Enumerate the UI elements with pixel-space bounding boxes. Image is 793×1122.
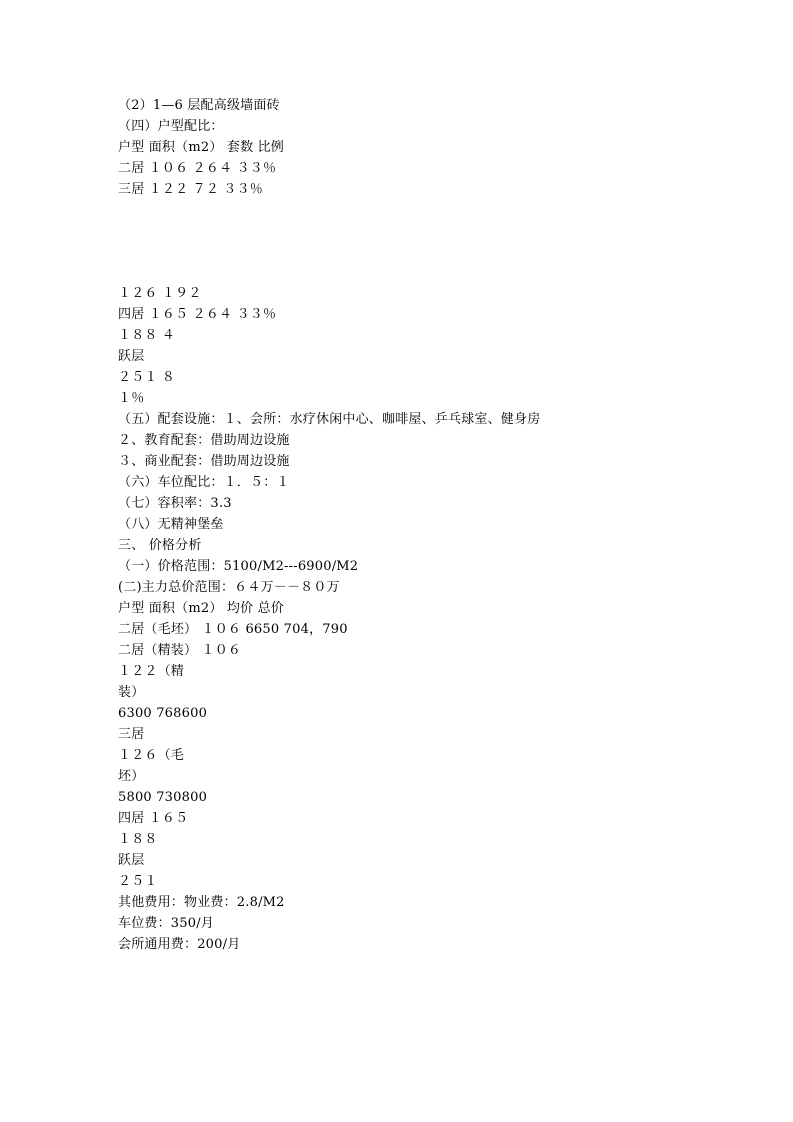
- top-line-3: 户型 面积（m2） 套数 比例: [118, 140, 284, 155]
- main-line-23: １２６（毛: [118, 748, 185, 763]
- top-line-5: 三居 １２２ ７２ ３３％: [118, 182, 263, 197]
- main-line-25: 5800 730800: [118, 790, 208, 805]
- main-line-8: ２、教育配套：借助周边设施: [118, 433, 290, 448]
- main-line-4: 跃层: [118, 349, 145, 364]
- main-line-12: （八）无精神堡垒: [118, 517, 224, 532]
- main-line-9: ３、商业配套：借助周边设施: [118, 454, 290, 469]
- main-line-31: 车位费：350/月: [118, 916, 214, 931]
- main-line-29: ２５１: [118, 874, 158, 889]
- text-block-main: [118, 283, 758, 955]
- main-line-1: １２６ １９２: [118, 286, 202, 301]
- text-block-top: [118, 95, 758, 200]
- main-line-27: １８８: [118, 832, 158, 847]
- main-line-18: 二居（精装） １０６: [118, 643, 242, 658]
- top-line-2: （四）户型配比：: [118, 119, 224, 134]
- main-line-16: 户型 面积（m2） 均价 总价: [118, 601, 284, 616]
- main-line-26: 四居 １６５: [118, 811, 189, 826]
- main-line-5: ２５１ ８: [118, 370, 176, 385]
- main-line-22: 三居: [118, 727, 145, 742]
- main-line-21: 6300 768600: [118, 706, 208, 721]
- main-line-24: 坯）: [118, 769, 145, 784]
- main-line-11: （七）容积率：3.3: [118, 496, 232, 511]
- main-line-15: (二)主力总价范围：６４万－－８０万: [118, 580, 340, 595]
- main-line-2: 四居 １６５ ２６４ ３３％: [118, 307, 277, 322]
- top-line-4: 二居 １０６ ２６４ ３３％: [118, 161, 277, 176]
- main-line-32: 会所通用费：200/月: [118, 937, 241, 952]
- main-line-17: 二居（毛坯） １０６ 6650 704，790: [118, 622, 348, 637]
- main-line-20: 装）: [118, 685, 145, 700]
- main-line-10: （六）车位配比：１．５：１: [118, 475, 290, 490]
- main-line-30: 其他费用：物业费：2.8/M2: [118, 895, 285, 910]
- main-line-28: 跃层: [118, 853, 145, 868]
- main-line-7: （五）配套设施：１、会所：水疗休闲中心、咖啡屋、乒乓球室、健身房: [118, 412, 541, 427]
- main-line-3: １８８ ４: [118, 328, 176, 343]
- main-line-14: （一）价格范围：5100/M2---6900/M2: [118, 559, 359, 574]
- main-line-19: １２２（精: [118, 664, 185, 679]
- main-line-13: 三、 价格分析: [118, 538, 202, 553]
- main-line-6: １％: [118, 391, 145, 406]
- top-line-1: （2）1—6 层配高级墙面砖: [118, 98, 280, 113]
